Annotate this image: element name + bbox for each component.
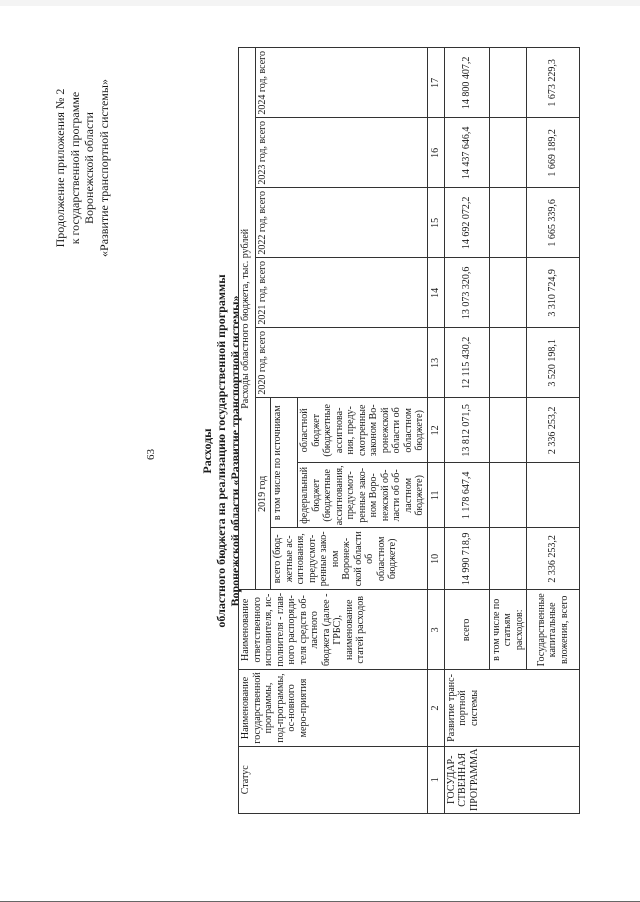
header-status: Статус <box>239 746 428 813</box>
row-value <box>489 528 527 590</box>
col-num: 2 <box>427 670 444 746</box>
approval-line-3: Воронежской области <box>82 112 96 224</box>
col-num: 15 <box>427 188 444 258</box>
header-incl-sources: в том числе по источникам <box>271 398 298 528</box>
row-value <box>527 463 580 528</box>
row-value: 2 336 253,2 <box>527 528 580 590</box>
header-row-1 <box>239 48 256 814</box>
table-row <box>444 48 489 814</box>
row-value <box>489 258 527 328</box>
row-value: 14 800 407,2 <box>444 48 489 118</box>
approval-line-4: «Развитие транспортной системы» <box>96 79 111 257</box>
row-value: 3 520 198,1 <box>527 328 580 398</box>
row-value: 1 673 229,3 <box>527 48 580 118</box>
row-value: 14 692 072,2 <box>444 188 489 258</box>
header-2020: 2020 год, всего <box>256 328 428 398</box>
col-num: 13 <box>427 328 444 398</box>
row-value <box>489 118 527 188</box>
header-program-name: Наименование государственной программы, под-программы, ос-новного меро-приятия <box>239 670 428 746</box>
row-value: 12 115 430,2 <box>444 328 489 398</box>
col-num: 14 <box>427 258 444 328</box>
scan-edge <box>0 0 640 6</box>
row-value <box>489 188 527 258</box>
col-num: 1 <box>427 746 444 813</box>
row-item: Государственные капитальные вложения, всего <box>527 590 580 670</box>
header-2019: 2019 год <box>256 398 271 590</box>
row-value: 1 665 339,6 <box>527 188 580 258</box>
page-number: 63 <box>145 449 157 460</box>
col-num: 12 <box>427 398 444 463</box>
approval-line-1: Продолжение приложения № 2 <box>53 88 67 248</box>
row-item: всего <box>444 590 489 670</box>
header-2021: 2021 год, всего <box>256 258 428 328</box>
row-item: в том числе по статьям расходов: <box>489 590 527 670</box>
approval-line-2: к государственной программе <box>67 91 82 245</box>
header-expenses-group: Расходы областного бюджета, тыс. рублей <box>239 48 256 590</box>
header-federal: федеральный бюджет (бюджетные ассигнования, предусмот-ренные зако-ном Воро-нежской об-ласти об об-ластном бюджете) <box>298 463 428 528</box>
col-num: 3 <box>427 590 444 670</box>
col-num: 10 <box>427 528 444 590</box>
approval-note <box>53 48 111 288</box>
row-value: 1 178 647,4 <box>444 463 489 528</box>
col-num: 16 <box>427 118 444 188</box>
header-2022: 2022 год, всего <box>256 188 428 258</box>
row-value <box>489 328 527 398</box>
header-regional: областной бюджет (бюджетные ассигнова-ния, преду-смотренные законом Во-ронежской области об областном бюджете) <box>298 398 428 463</box>
header-2024: 2024 год, всего <box>256 48 428 118</box>
title-line-1: Расходы <box>200 428 214 474</box>
row-value <box>489 463 527 528</box>
row-value: 3 310 724,9 <box>527 258 580 328</box>
row-value: 1 669 189,2 <box>527 118 580 188</box>
row-value: 13 073 320,6 <box>444 258 489 328</box>
row-program-name: Развитие транс-портной системы <box>444 670 580 746</box>
header-2023: 2023 год, всего <box>256 118 428 188</box>
row-value: 2 336 253,2 <box>527 398 580 463</box>
document-title <box>200 230 242 672</box>
column-number-row <box>427 48 444 814</box>
title-line-2: областного бюджета на реализацию государственной программы <box>214 274 228 628</box>
col-num: 11 <box>427 463 444 528</box>
title-line-3: Воронежской области «Развитие транспортной системы» <box>228 295 242 607</box>
row-status: ГОСУДАР-СТВЕННАЯ ПРОГРАММА <box>444 746 580 813</box>
row-value <box>489 398 527 463</box>
row-value: 13 812 071,5 <box>444 398 489 463</box>
col-num: 17 <box>427 48 444 118</box>
expenses-table <box>238 47 580 814</box>
row-value <box>489 48 527 118</box>
header-2019-total: всего (бюд-жетные ас-сигнования, предусмот-ренные зако-ном Воронеж-ской области об областном бюджете) <box>271 528 428 590</box>
row-value: 14 437 646,4 <box>444 118 489 188</box>
header-executor: Наименование ответственного исполнителя, ис-полнителя - глав-ного распоряди-теля средств об-ластного бюджета (далее - ГРБС), наименование статей расходов <box>239 590 428 670</box>
row-value: 14 990 718,9 <box>444 528 489 590</box>
